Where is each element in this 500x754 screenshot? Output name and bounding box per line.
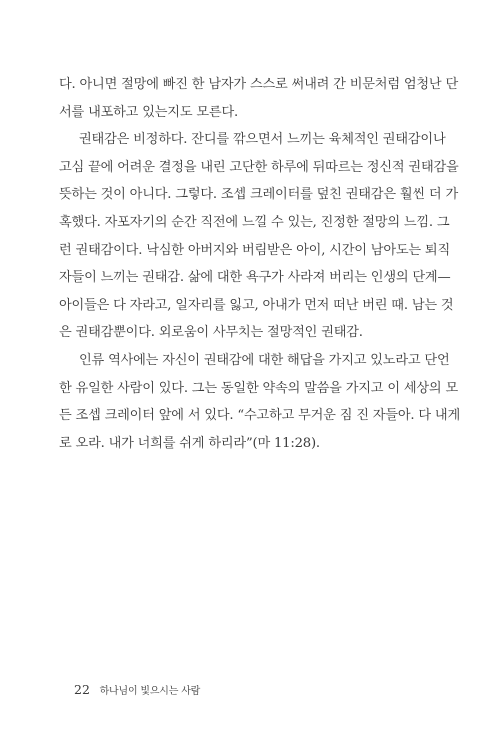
text-line: 런 권태감이다. 낙심한 아버지와 버림받은 아이, 시간이 남아도는 퇴직 <box>59 242 451 258</box>
text-line: 로 오라. 내가 너희를 쉬게 하리라”(마 11:28). <box>59 435 320 451</box>
text-line: 은 권태감뿐이다. 외로움이 사무치는 절망적인 권태감. <box>59 325 363 341</box>
body-text <box>59 71 460 457</box>
text-line: 자들이 느끼는 권태감. 삶에 대한 욕구가 사라져 버리는 인생의 단계— <box>59 270 451 286</box>
page-number: 22 <box>74 682 90 697</box>
text-line: 다. 아니면 절망에 빠진 한 남자가 스스로 써내려 간 비문처럼 엄청난 단 <box>59 77 458 92</box>
text-line: 권태감은 비정하다. 잔디를 깎으면서 느끼는 육체적인 권태감이나 <box>79 132 446 148</box>
page-footer <box>74 682 200 697</box>
text-line: 든 조셉 크레이터 앞에 서 있다. “수고하고 무거운 짐 진 자들아. 다 내게 <box>59 408 460 424</box>
text-line: 한 유일한 사람이 있다. 그는 동일한 약속의 말씀을 가지고 이 세상의 모 <box>59 380 458 396</box>
text-line: 아이들은 다 자라고, 일자리를 잃고, 아내가 먼저 떠난 버린 때. 남는 것 <box>59 297 454 313</box>
text-line: 혹했다. 자포자기의 순간 직전에 느낄 수 있는, 진정한 절망의 느낌. 그 <box>59 214 450 230</box>
running-title: 하나님이 빛으시는 사람 <box>99 686 201 697</box>
text-line: 뜻하는 것이 아니다. 그렇다. 조셉 크레이터를 덮친 권태감은 훨씬 더 가 <box>59 187 458 203</box>
text-line: 고심 끝에 어려운 결정을 내린 고단한 하루에 뒤따르는 정신적 권태감을 <box>59 159 459 175</box>
text-line: 인류 역사에는 자신이 권태감에 대한 해답을 가지고 있노라고 단언 <box>79 352 450 368</box>
text-line: 서를 내포하고 있는지도 모른다. <box>59 104 238 120</box>
